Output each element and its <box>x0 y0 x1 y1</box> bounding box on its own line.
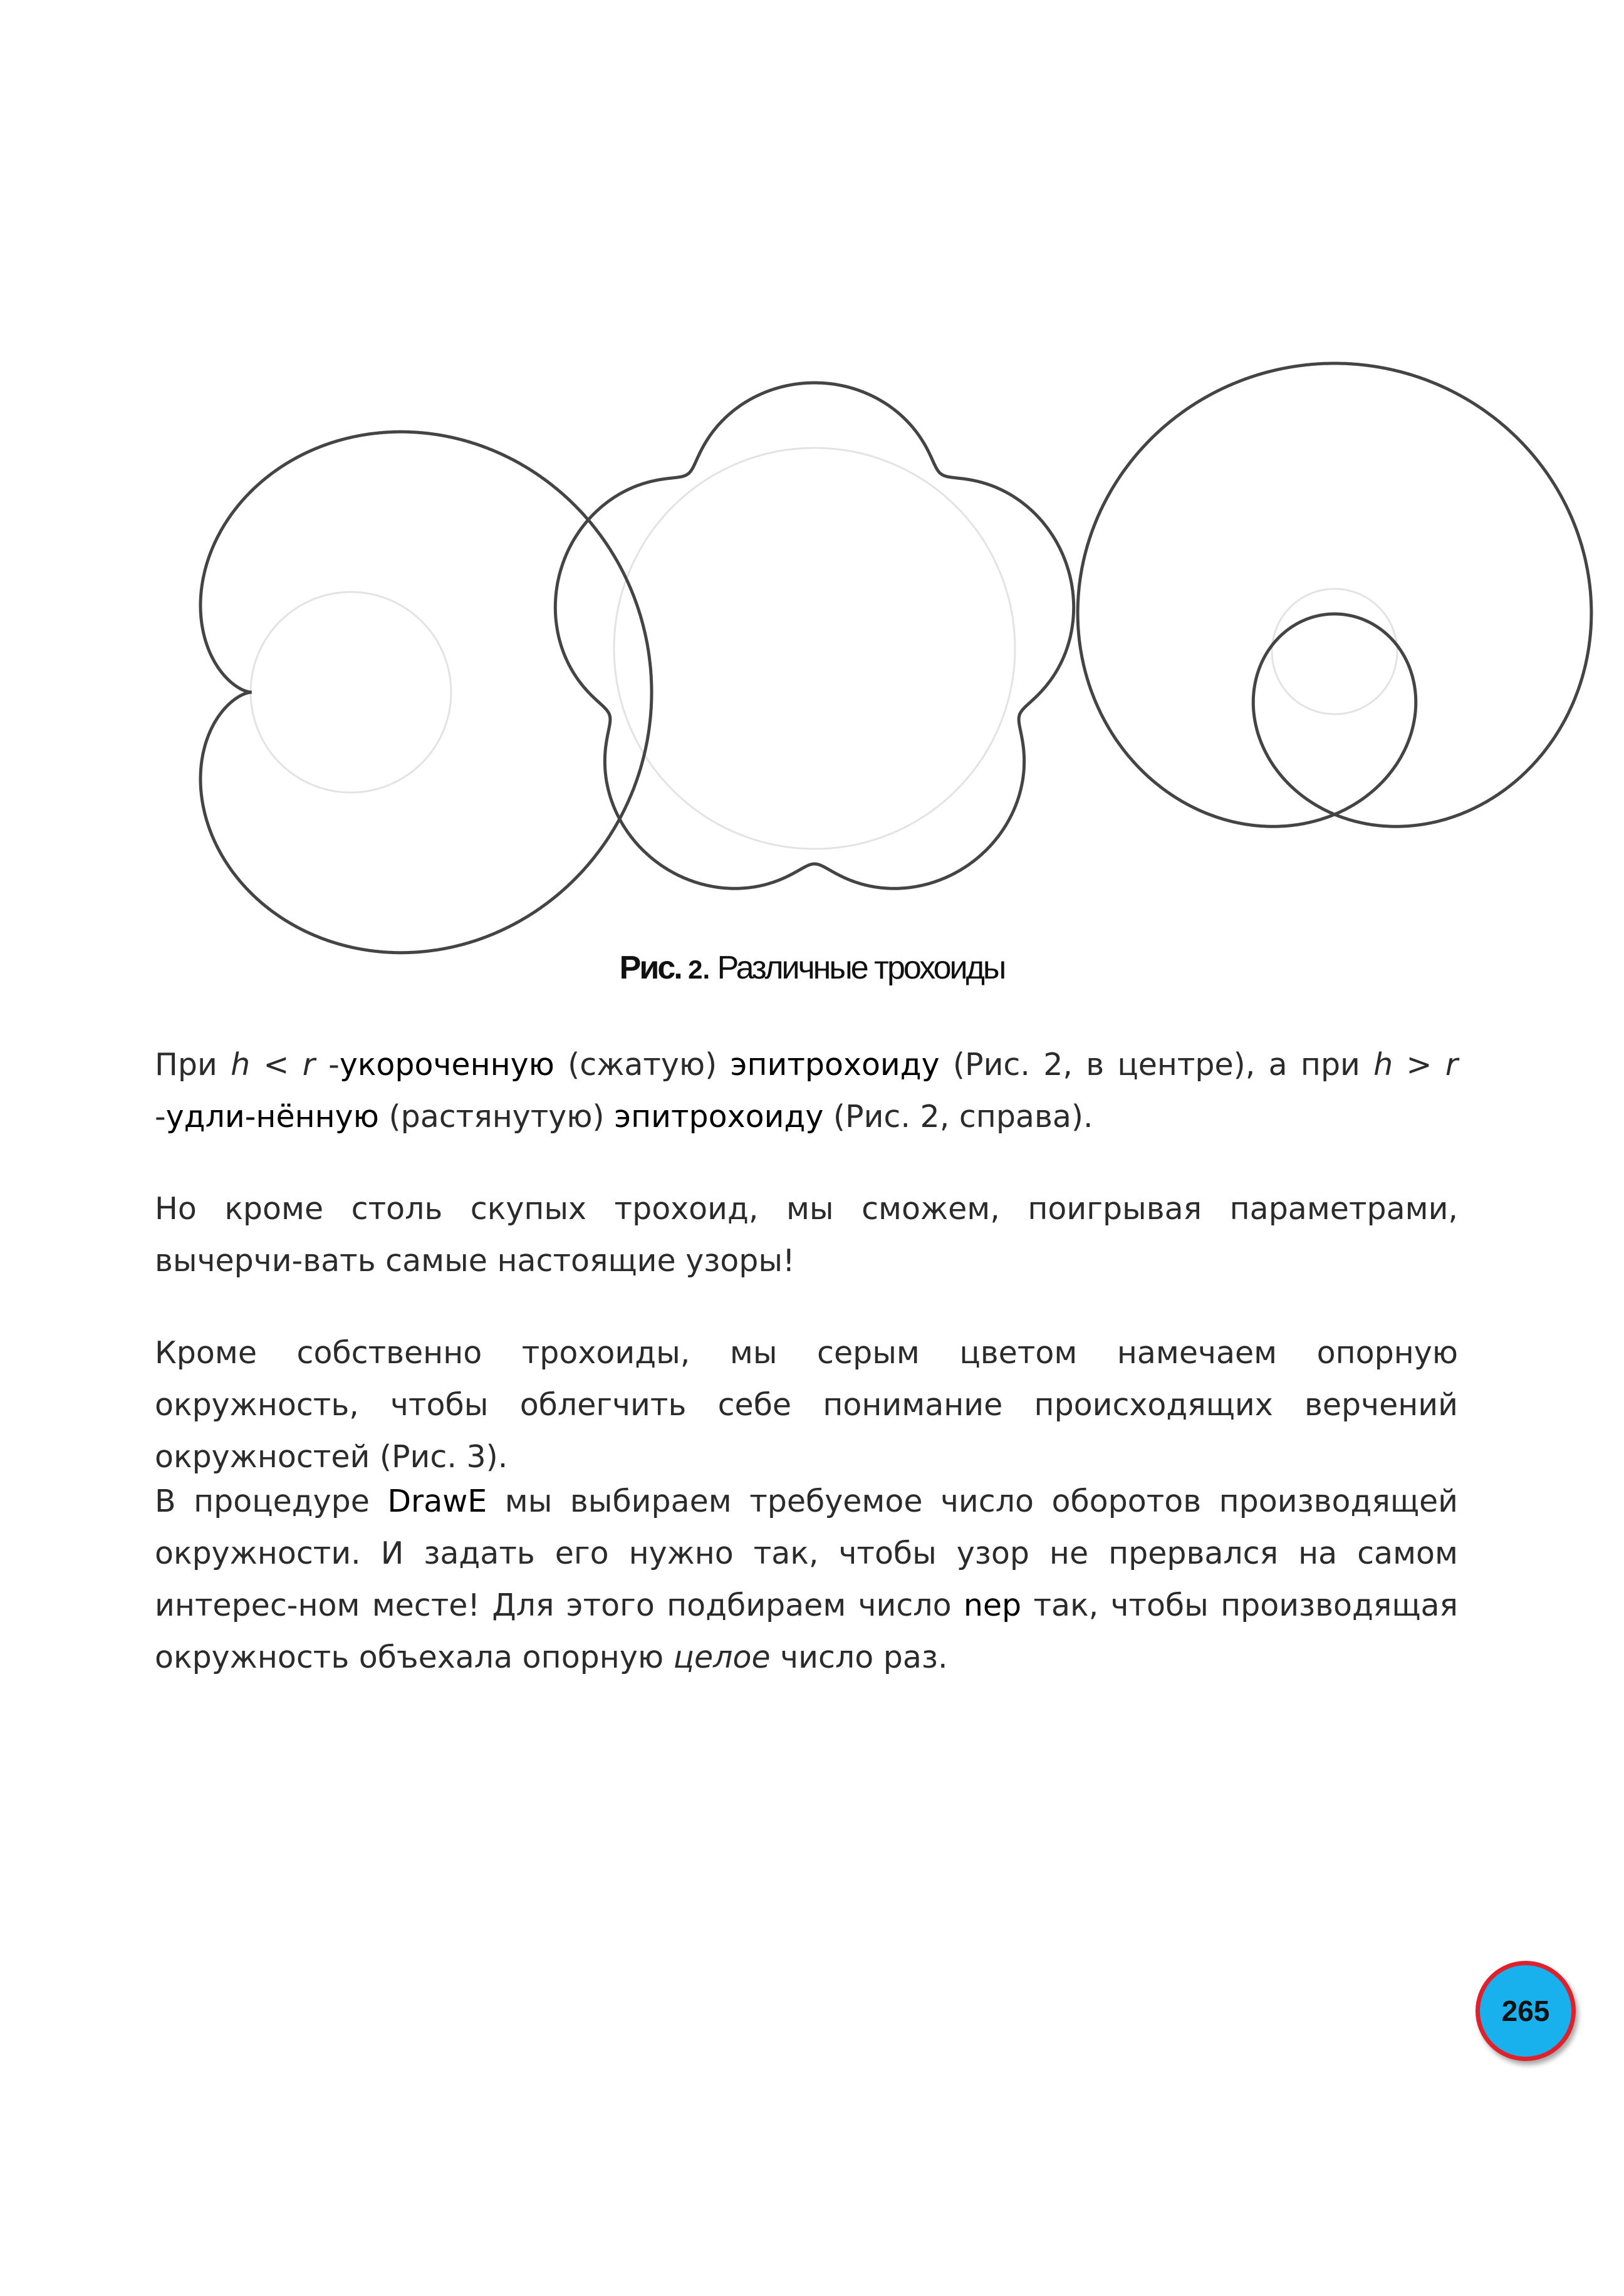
text: При <box>155 1047 231 1083</box>
paragraph-trochoid-types <box>155 1039 1458 1143</box>
var-r: r <box>302 1047 315 1083</box>
text: (Рис. 2, справа). <box>823 1099 1093 1135</box>
caption-number: 2. <box>688 955 710 984</box>
figure-caption <box>0 949 1624 987</box>
var-r: r <box>1445 1047 1458 1083</box>
var-h: h <box>231 1047 251 1083</box>
page-number-badge: 265 <box>1476 1961 1576 2061</box>
term-shortened: укороченную <box>339 1047 554 1083</box>
trochoid-figure <box>0 0 1624 1015</box>
term-drawe: DrawE <box>387 1483 487 1519</box>
curve-1-base-circle <box>251 592 451 792</box>
text: < <box>250 1047 303 1083</box>
paragraph-base-circle: Кроме собственно трохоиды, мы серым цветом намечаем опорную окружность, чтобы облегчить себе понимание происходящих верчений окружностей (Рис. 3). <box>155 1335 1458 1475</box>
caption-text: Различные трохоиды <box>717 950 1005 986</box>
base-circle <box>251 592 451 792</box>
extended-epitrochoid-curve <box>1078 363 1591 826</box>
text: (растянутую) <box>378 1099 615 1135</box>
text: число раз. <box>770 1639 948 1675</box>
curve-2-base-circle <box>614 448 1015 849</box>
emphasis-whole: целое <box>673 1639 771 1675</box>
term-extended: удли-нённую <box>165 1099 379 1135</box>
term-epitrochoid: эпитрохоиду <box>614 1099 824 1135</box>
text: (сжатую) <box>554 1047 731 1083</box>
var-h: h <box>1373 1047 1393 1083</box>
curve-3-base-circle <box>1272 589 1397 714</box>
paragraph-drawe <box>155 1475 1458 1683</box>
paragraph-patterns: Но кроме столь скупых трохоид, мы сможем, поигрывая параметрами, вычерчи-вать самые настоящие узоры! <box>155 1191 1458 1279</box>
text: - <box>315 1047 340 1083</box>
term-epitrochoid: эпитрохоиду <box>730 1047 940 1083</box>
text: мы выбираем требуемое число оборотов производящей окружности. И задать его нужно так, чтобы узор не прервался на самом интерес-ном месте! Для этого подбираем число <box>155 1483 1459 1623</box>
text: (Рис. 2, в центре), а при <box>939 1047 1374 1083</box>
text: > <box>1393 1047 1445 1083</box>
shortened-epitrochoid-curve <box>555 383 1073 888</box>
base-circle <box>1272 589 1397 714</box>
term-nep: nep <box>963 1587 1022 1623</box>
text: - <box>155 1099 166 1135</box>
text: В процедуре <box>155 1483 388 1519</box>
text: так, чтобы производящая окружность объехала опорную <box>155 1587 1458 1675</box>
base-circle <box>614 448 1015 849</box>
epicycloid-curve <box>200 432 652 952</box>
caption-label: Рис. <box>619 950 681 986</box>
